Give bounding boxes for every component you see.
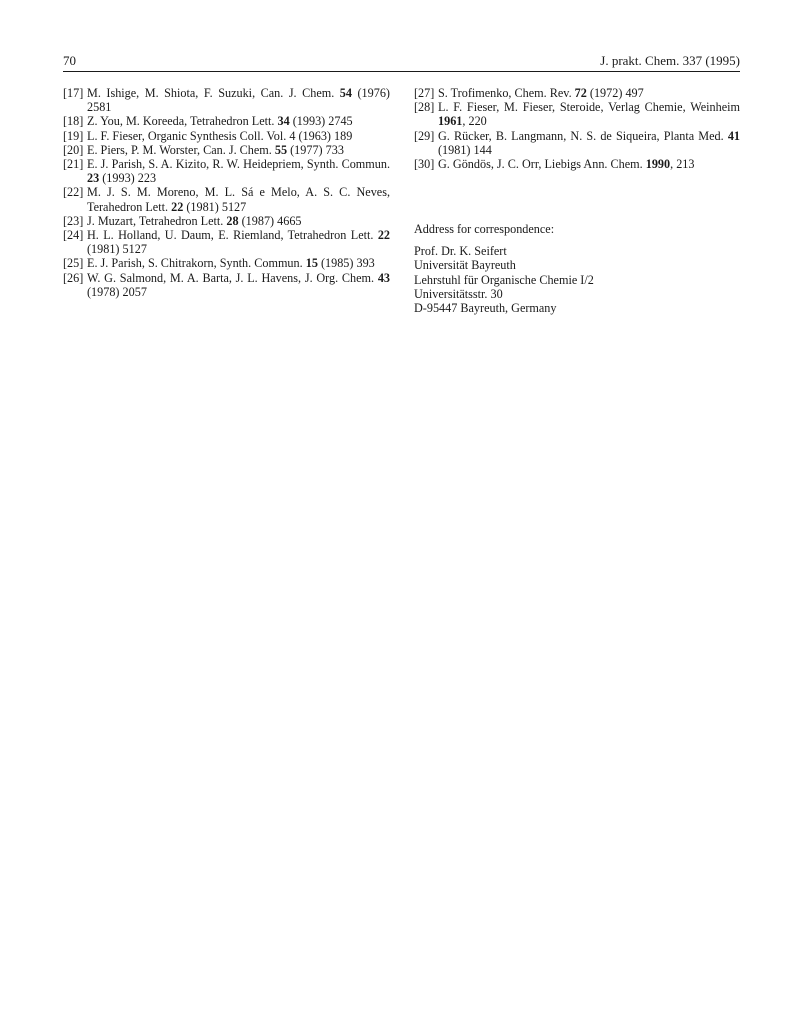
reference-segment: M. J. S. M. Moreno, M. L. Sá e Melo, A. S. C. Neves, Terahedron Lett. bbox=[87, 185, 390, 214]
reference-volume: 34 bbox=[277, 114, 290, 129]
reference-entry bbox=[414, 100, 740, 128]
reference-segment: (1977) 733 bbox=[287, 142, 344, 157]
address-line-department: Lehrstuhl für Organische Chemie I/2 bbox=[414, 272, 594, 287]
reference-segment: L. F. Fieser, M. Fieser, Steroide, Verlag Chemie, Weinheim bbox=[438, 100, 740, 115]
reference-number: [24] bbox=[63, 228, 84, 243]
reference-text bbox=[87, 143, 344, 157]
reference-volume: 28 bbox=[226, 213, 239, 228]
reference-segment: (1981) 5127 bbox=[87, 242, 147, 257]
reference-volume: 23 bbox=[87, 171, 100, 186]
reference-volume: 41 bbox=[727, 128, 740, 143]
reference-number: [22] bbox=[63, 185, 84, 200]
reference-volume: 55 bbox=[274, 142, 288, 157]
reference-list-left bbox=[63, 86, 390, 299]
reference-number: [25] bbox=[63, 256, 84, 271]
reference-segment: (1972) 497 bbox=[586, 86, 644, 100]
reference-number: [20] bbox=[63, 142, 84, 157]
reference-segment: (1981) 5127 bbox=[183, 199, 247, 214]
reference-segment: Z. You, M. Koreeda, Tetrahedron Lett. bbox=[87, 114, 278, 129]
page-header bbox=[63, 53, 740, 73]
address-line-university: Universität Bayreuth bbox=[414, 258, 516, 273]
reference-segment: (1987) 4665 bbox=[238, 213, 302, 228]
reference-number: [28] bbox=[414, 100, 435, 115]
reference-entry bbox=[63, 185, 390, 213]
reference-list-right bbox=[414, 86, 740, 171]
reference-segment: J. Muzart, Tetrahedron Lett. bbox=[87, 213, 227, 228]
reference-number: [21] bbox=[63, 157, 84, 172]
reference-number: [17] bbox=[63, 86, 84, 100]
reference-entry bbox=[63, 271, 390, 299]
reference-volume: 22 bbox=[377, 228, 390, 243]
reference-text bbox=[87, 185, 390, 213]
reference-number: [27] bbox=[414, 86, 435, 100]
reference-text bbox=[87, 86, 390, 114]
reference-segment: G. Göndös, J. C. Orr, Liebigs Ann. Chem. bbox=[438, 157, 646, 172]
page-number: 70 bbox=[63, 53, 76, 68]
reference-segment: (1976) 2581 bbox=[87, 86, 390, 115]
reference-volume: 54 bbox=[339, 86, 352, 100]
address-line-city: D-95447 Bayreuth, Germany bbox=[414, 301, 557, 316]
reference-number: [23] bbox=[63, 213, 84, 228]
reference-segment: (1978) 2057 bbox=[87, 284, 147, 299]
reference-segment: L. F. Fieser, Organic Synthesis Coll. Vol. 4 (1963) 189 bbox=[87, 128, 353, 143]
reference-entry bbox=[414, 86, 740, 100]
reference-text bbox=[87, 157, 390, 185]
reference-segment: E. J. Parish, S. A. Kizito, R. W. Heidepriem, Synth. Commun. bbox=[87, 157, 390, 172]
reference-text bbox=[438, 129, 740, 157]
reference-text bbox=[87, 256, 375, 270]
reference-number: [18] bbox=[63, 114, 84, 129]
reference-text bbox=[87, 114, 353, 128]
reference-number: [19] bbox=[63, 128, 84, 143]
reference-text bbox=[438, 157, 694, 171]
reference-segment: M. Ishige, M. Shiota, F. Suzuki, Can. J. Chem. bbox=[87, 86, 340, 100]
reference-text bbox=[87, 271, 390, 299]
reference-volume: 1990 bbox=[645, 157, 671, 172]
reference-entry bbox=[63, 256, 390, 270]
header-rule bbox=[63, 71, 740, 72]
reference-number: [30] bbox=[414, 157, 435, 172]
reference-volume: 43 bbox=[377, 270, 390, 285]
reference-volume: 72 bbox=[574, 86, 587, 100]
reference-entry bbox=[63, 114, 390, 128]
address-line-street: Universitätsstr. 30 bbox=[414, 286, 503, 301]
reference-volume: 1961 bbox=[438, 114, 463, 129]
correspondence-address bbox=[414, 222, 594, 315]
address-line-name: Prof. Dr. K. Seifert bbox=[414, 244, 507, 259]
reference-entry bbox=[63, 143, 390, 157]
reference-number: [26] bbox=[63, 270, 84, 285]
reference-entry bbox=[414, 157, 740, 171]
address-heading: Address for correspondence: bbox=[414, 222, 555, 236]
reference-entry bbox=[63, 157, 390, 185]
reference-segment: W. G. Salmond, M. A. Barta, J. L. Havens, J. Org. Chem. bbox=[87, 270, 378, 285]
reference-text bbox=[87, 214, 302, 228]
reference-segment: G. Rücker, B. Langmann, N. S. de Siqueira, Planta Med. bbox=[438, 128, 728, 143]
reference-text bbox=[438, 86, 644, 100]
reference-entry bbox=[63, 214, 390, 228]
reference-entry bbox=[63, 129, 390, 143]
reference-segment: (1993) 223 bbox=[99, 171, 157, 186]
reference-text bbox=[87, 228, 390, 256]
reference-segment: S. Trofimenko, Chem. Rev. bbox=[438, 86, 575, 100]
reference-segment: , 220 bbox=[462, 114, 487, 129]
reference-number: [29] bbox=[414, 128, 435, 143]
reference-segment: E. J. Parish, S. Chitrakorn, Synth. Commun. bbox=[87, 256, 306, 271]
reference-text bbox=[87, 129, 352, 143]
reference-volume: 22 bbox=[171, 199, 184, 214]
reference-segment: (1993) 2745 bbox=[289, 114, 353, 129]
reference-segment: (1981) 144 bbox=[438, 142, 492, 157]
reference-segment: (1985) 393 bbox=[317, 256, 375, 271]
reference-segment: H. L. Holland, U. Daum, E. Riemland, Tetrahedron Lett. bbox=[87, 228, 378, 243]
reference-volume: 15 bbox=[305, 256, 318, 271]
reference-entry bbox=[63, 86, 390, 114]
reference-entry bbox=[63, 228, 390, 256]
reference-text bbox=[438, 100, 740, 128]
reference-entry bbox=[414, 129, 740, 157]
reference-segment: E. Piers, P. M. Worster, Can. J. Chem. bbox=[87, 142, 275, 157]
running-head: J. prakt. Chem. 337 (1995) bbox=[600, 53, 740, 68]
reference-segment: , 213 bbox=[670, 157, 695, 172]
